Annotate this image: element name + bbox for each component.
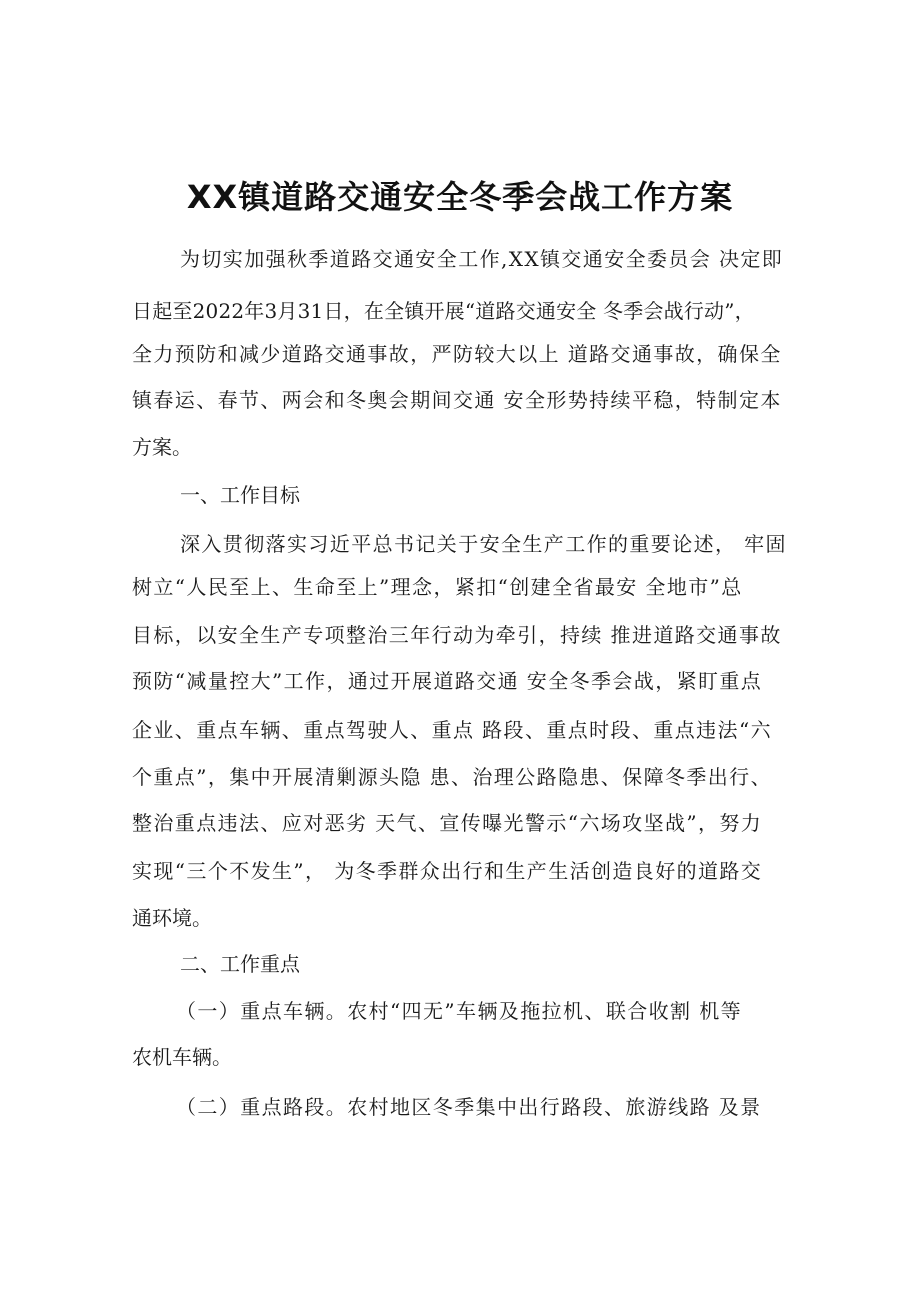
section-1-line-5: 企业、重点车辆、重点驾驶人、重点 路段、重点时段、重点违法“六 <box>132 718 772 742</box>
section-1-line-3: 目标，以安全生产专项整治三年行动为牵引，持续 推进道路交通事故 <box>132 623 782 647</box>
intro-line-2: 日起至2022年3月31日，在全镇开展“道路交通安全 冬季会战行动”， <box>132 299 755 323</box>
item-1-line-2: 农机车辆。 <box>132 1045 232 1069</box>
section-1-line-1: 深入贯彻落实习近平总书记关于安全生产工作的重要论述， 牢固 <box>180 532 787 556</box>
intro-line-3: 全力预防和减少道路交通事故，严防较大以上 道路交通事故，确保全 <box>132 342 782 366</box>
section-1-heading: 一、工作目标 <box>180 483 300 507</box>
section-1-line-9: 通环境。 <box>132 906 212 930</box>
section-1-line-2: 树立“人民至上、生命至上”理念，紧扣“创建全省最安 全地市”总 <box>132 575 743 599</box>
intro-line-4: 镇春运、春节、两会和冬奥会期间交通 安全形势持续平稳，特制定本 <box>132 388 782 412</box>
section-1-line-7: 整治重点违法、应对恶劣 天气、宣传曝光警示“六场攻坚战”，努力 <box>132 811 763 835</box>
intro-line-1: 为切实加强秋季道路交通安全工作,XX镇交通安全委员会 决定即 <box>180 247 784 271</box>
item-2-line-1: （二）重点路段。农村地区冬季集中出行路段、旅游线路 及景 <box>176 1095 762 1119</box>
section-1-line-8: 实现“三个不发生”， 为冬季群众出行和生产生活创造良好的道路交 <box>132 859 763 883</box>
section-1-line-6: 个重点”，集中开展清剿源头隐 患、治理公路隐患、保障冬季出行、 <box>132 765 772 789</box>
item-1-line-1: （一）重点车辆。农村“四无”车辆及拖拉机、联合收割 机等 <box>176 999 743 1023</box>
intro-line-5: 方案。 <box>132 435 192 459</box>
section-2-heading: 二、工作重点 <box>180 952 300 976</box>
section-1-line-4: 预防“减量控大”工作，通过开展道路交通 安全冬季会战，紧盯重点 <box>132 669 763 693</box>
document-title: XX镇道路交通安全冬季会战工作方案 <box>186 178 734 216</box>
